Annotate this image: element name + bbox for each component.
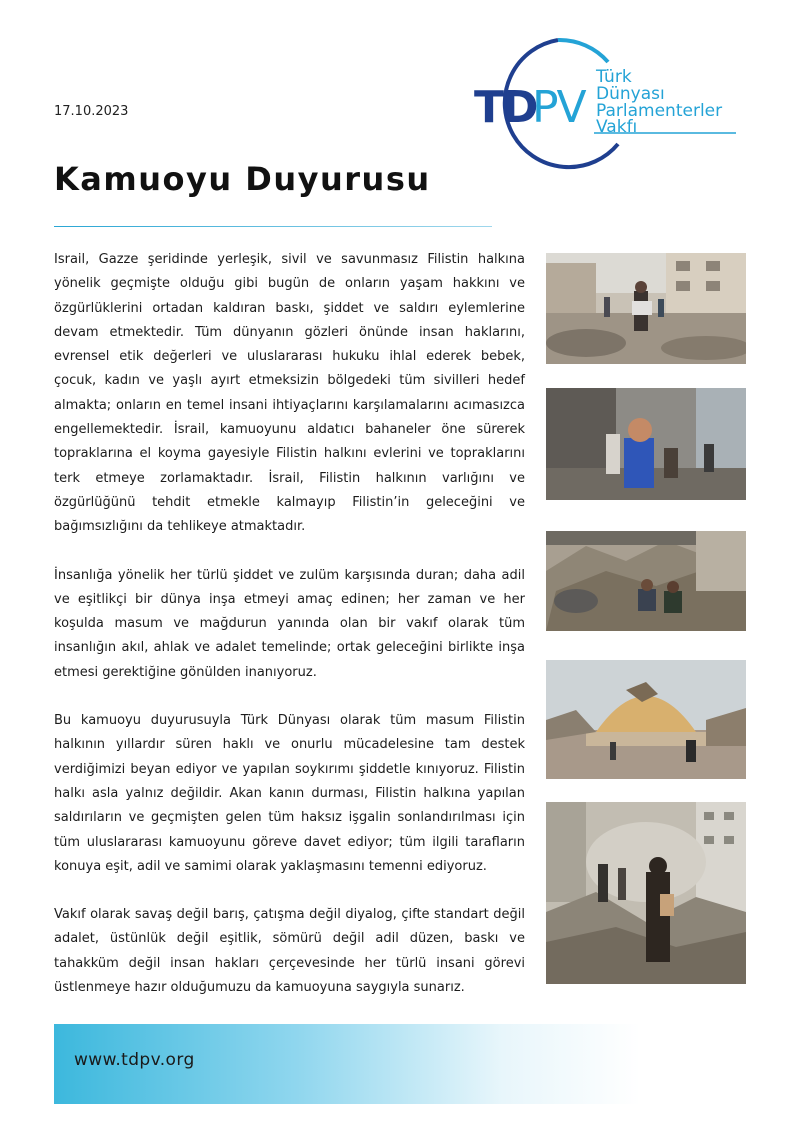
photo-damaged-dome: [546, 660, 746, 779]
logo-line-2: Dünyası: [596, 84, 665, 104]
document-date: 17.10.2023: [54, 104, 129, 119]
website-link[interactable]: www.tdpv.org: [74, 1050, 195, 1070]
announcement-body: [54, 248, 525, 1024]
logo-line-4: Vakfı: [596, 117, 638, 137]
logo-mark-pv: PV: [532, 82, 585, 133]
logo-graphic: [468, 32, 748, 172]
logo-line-3: Parlamenterler: [596, 101, 723, 121]
page-title: Kamuoyu Duyurusu: [54, 160, 431, 198]
paragraph-2: İnsanlığa yönelik her türlü şiddet ve zulüm karşısında duran; daha adil ve eşitlikçi bir dünya inşa etmeyi amaç edinen; her zaman ve her koşulda masum ve mağdurun yanında olan bir vakıf olarak tüm insanlığın akıl, ahlak ve adalet temelinde; ortak geleceğini birlikte inşa etmesi gerektiğine gönülden inanıyoruz.: [54, 567, 525, 680]
photo-street-running: [546, 253, 746, 364]
logo-mark-td: TD: [474, 82, 537, 133]
photo-woman-child-smoke: [546, 802, 746, 984]
tdpv-logo: [468, 32, 748, 172]
footer-band: [54, 1024, 744, 1104]
photo-child-crying: [546, 388, 746, 500]
paragraph-1: Israil, Gazze şeridinde yerleşik, sivil ve savunmasız Filistin halkına yönelik geçmişte olduğu gibi bugün de onların yaşam hakkını ve özgürlüklerini ortadan kaldıran baskı, şiddet ve saldırı eylemlerine devam etmektedir. Tüm dünyanın gözleri önünde insan haklarını, evrensel etik değerleri ve uluslararası hukuku ihlal ederek bebek, çocuk, kadın ve yaşlı ayırt etmeksizin bölgedeki tüm sivilleri hedef almakta; onların en temel insani ihtiyaçlarını karşılamalarını acımasızca engellemektedir. İsrail, kamuoyunu aldatıcı bahaneler öne sürerek topraklarına el koyma gayesiyle Filistin halkını evlerini ve topraklarını terk etmeye zorlamaktadır. İsrail, Filistin halkının varlığını ve özgürlüğünü tehdit etmekle kalmayıp Filistin’in geleceğini ve bağımsızlığını da tehlikeye atmaktadır.: [54, 252, 525, 535]
paragraph-3: Bu kamuoyu duyurusuyla Türk Dünyası olarak tüm masum Filistin halkının yıllardır süren haklı ve onurlu mücadelesine tam destek verdiğimizi beyan ediyor ve yapılan soykırımı şiddetle kınıyoruz. Filistin halkı asla yalnız değildir. Akan kanın durması, Filistin halkına yapılan saldırıların ve geçmişten gelen tüm haksız işgalin sonlandırılması için tüm uluslararası kamuoyunu göreve davet ediyor; tüm ilgili tarafların konuya eşit, adil ve samimi olarak yaklaşmasını temenni ediyoruz.: [54, 713, 525, 874]
photo-rubble-sitting: [546, 531, 746, 631]
logo-line-1: Türk: [596, 67, 632, 87]
paragraph-4: Vakıf olarak savaş değil barış, çatışma değil diyalog, çifte standart değil adalet, üstünlük değil eşitlik, sömürü değil adil düzen, baskı ve tahakküm değil insan hakları çerçevesinde her türlü insani görevi üstlenmeye hazır olduğumuzu da kamuoyuna saygıyla sunarız.: [54, 907, 525, 996]
title-divider: [54, 226, 492, 227]
